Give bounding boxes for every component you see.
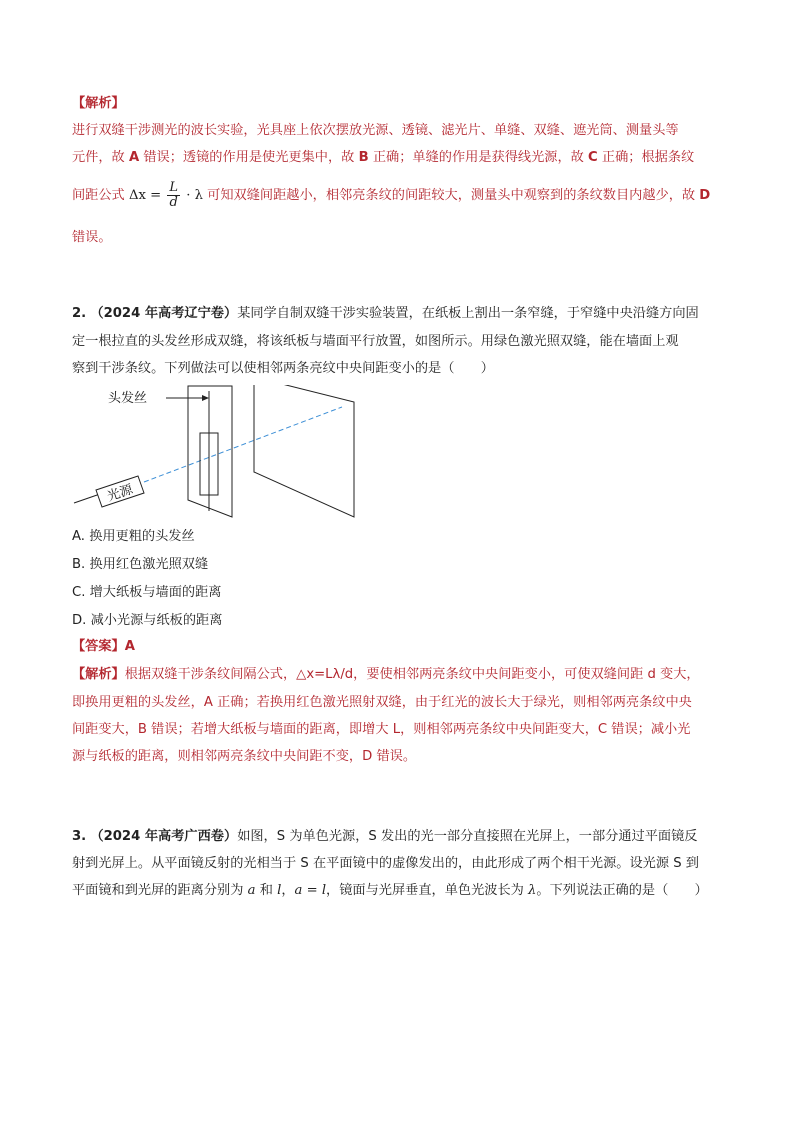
- question-source: （2024 年高考辽宁卷）: [90, 306, 238, 321]
- analysis-label: 【解析】: [72, 667, 125, 682]
- option-d[interactable]: D. 减小光源与纸板的距离: [72, 613, 223, 628]
- q2-analysis-line-3: 间距变大，B 错误；若增大纸板与墙面的距离，即增大 L，则相邻两亮条纹中央间距变大，C 错误；减小光: [72, 722, 691, 737]
- q3-stem-line-3: 平面镜和到光屏的距离分别为 a 和 l，a = l，镜面与光屏垂直，单色光波长为 λ。下列说法正确的是（ ）: [72, 883, 708, 898]
- laser-beam: [144, 407, 342, 482]
- cardboard: [188, 386, 232, 517]
- q2-answer: [72, 638, 732, 656]
- wall-screen: [254, 385, 354, 517]
- hair-pointer-arrowhead: [202, 395, 209, 401]
- q1-analysis-line-3: 间距公式 Δx = $\frac{L}{d}$ · λ 可知双缝间距越小，相邻亮条纹的间距较大，测量头中观察到的条纹数目内越少，故 D: [72, 179, 711, 210]
- answer-label: 【答案】: [72, 639, 125, 654]
- formula-fraction: $\frac{L}{d}$: [169, 179, 178, 210]
- q3-stem-line-1: 3. （2024 年高考广西卷）如图，S 为单色光源，S 发出的光一部分直接照在光屏上，一部分通过平面镜反: [72, 829, 698, 844]
- q1-analysis-line-1: 进行双缝干涉测光的波长实验，光具座上依次摆放光源、透镜、滤光片、单缝、双缝、遮光筒、测量头等: [72, 123, 679, 138]
- spacing-formula: Δx = $\frac{L}{d}$ · λ: [128, 179, 203, 210]
- light-source-label: 光源: [105, 482, 135, 505]
- option-a[interactable]: A. 换用更粗的头发丝: [72, 529, 195, 544]
- q2-stem-line-2: 定一根拉直的头发丝形成双缝，将该纸板与墙面平行放置，如图所示。用绿色激光照双缝，能在墙面上观: [72, 334, 679, 349]
- q2-stem-line-1: 2. （2024 年高考辽宁卷）某同学自制双缝干涉实验装置，在纸板上割出一条窄缝，于窄缝中央沿缝方向固: [72, 306, 699, 321]
- question-number: 3.: [72, 829, 87, 844]
- hair-label: 头发丝: [108, 391, 148, 406]
- question-number: 2.: [72, 306, 87, 321]
- option-c[interactable]: C. 增大纸板与墙面的距离: [72, 585, 222, 600]
- option-b[interactable]: B. 换用红色激光照双缝: [72, 557, 209, 572]
- question-source: （2024 年高考广西卷）: [90, 829, 238, 844]
- analysis-label: 【解析】: [72, 96, 125, 111]
- q2-analysis-line-4: 源与纸板的距离，则相邻两亮条纹中央间距不变，D 错误。: [72, 749, 417, 764]
- q2-analysis-line-2: 即换用更粗的头发丝，A 正确；若换用红色激光照射双缝，由于红光的波长大于绿光，则相邻两亮条纹中央: [72, 695, 692, 710]
- q1-analysis-line-2: 元件，故 A 错误；透镜的作用是使光更集中，故 B 正确；单缝的作用是获得线光源，故 C 正确；根据条纹: [72, 150, 695, 165]
- answer-value: A: [124, 639, 135, 654]
- q2-stem-line-3: 察到干涉条纹。下列做法可以使相邻两条亮纹中央间距变小的是（ ）: [72, 361, 494, 376]
- q3-stem-line-2: 射到光屏上。从平面镜反射的光相当于 S 在平面镜中的虚像发出的，由此形成了两个相干光源。设光源 S 到: [72, 856, 699, 871]
- q2-analysis-line-1: 【解析】根据双缝干涉条纹间隔公式，△x=Lλ/d，要使相邻两亮条纹中央间距变小，可使双缝间距 d 变大，: [72, 667, 700, 682]
- q1-analysis-line-4: 错误。: [72, 230, 112, 245]
- q1-analysis-label-line: [72, 95, 732, 113]
- double-slit-diagram: [72, 385, 372, 520]
- base-line: [74, 494, 100, 503]
